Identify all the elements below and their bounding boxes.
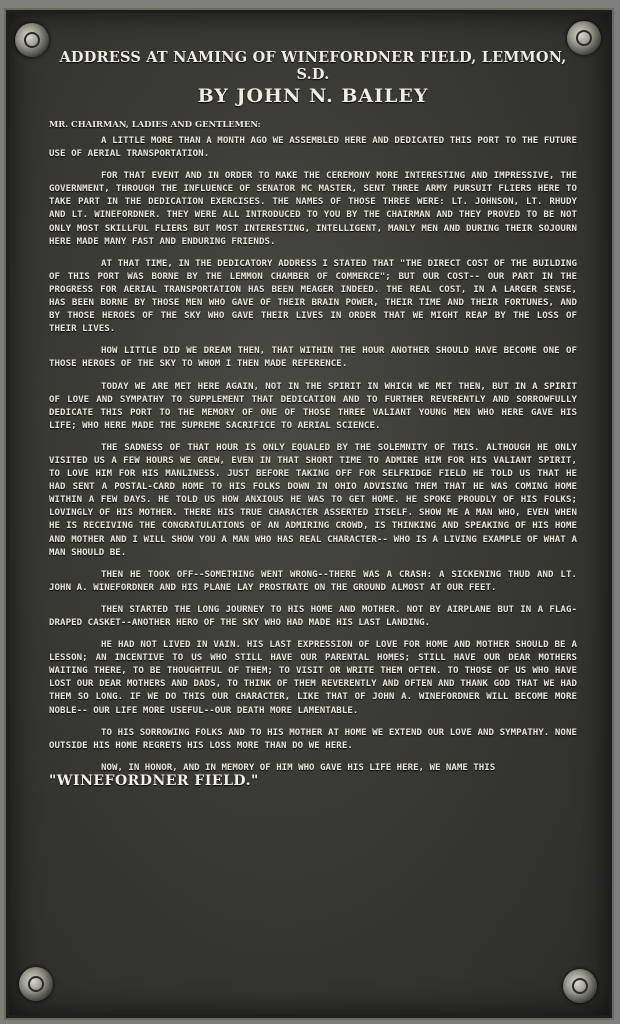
closing-paragraph [49,762,577,790]
screw-bottom-left [19,967,53,1001]
plaque-title: ADDRESS AT NAMING OF WINEFORDNER FIELD, LEMMON, S.D. [59,49,567,83]
paragraph-3: AT THAT TIME, IN THE DEDICATORY ADDRESS I STATED THAT "THE DIRECT COST OF THE BUILDING OF THIS PORT WAS BORNE BY THE LEMMON CHAMBER OF COMMERCE"; BUT OUR COST-- OUR PART IN THE PROGRESS FOR AERIAL TRANSPORTATION HAS BEEN MEAGER INDEED. THE REAL COST, IN A LARGER SENSE, HAS BEEN BORNE BY THOSE MEN WHO GAVE OF THEIR BRAIN POWER, THEIR TIME AND THEIR FORTUNES, AND BY THOSE HEROES OF THE SKY WHO GAVE THEIR LIVES IN ORDER THAT WE MIGHT REAP BY THE LOSS OF THEIR LIVES. [49,258,577,335]
paragraph-4: HOW LITTLE DID WE DREAM THEN, THAT WITHIN THE HOUR ANOTHER SHOULD HAVE BECOME ONE OF THOSE HEROES OF THE SKY TO WHOM I THEN MADE REFERENCE. [49,346,577,370]
paragraph-7: THEN HE TOOK OFF--SOMETHING WENT WRONG--THERE WAS A CRASH: A SICKENING THUD AND LT. JOHN A. WINEFORDNER AND HIS PLANE LAY PROSTRATE ON THE GROUND ALMOST AT OUR FEET. [49,569,577,593]
plaque-author: BY JOHN N. BAILEY [197,85,429,107]
screw-top-left [15,23,49,57]
paragraph-8: THEN STARTED THE LONG JOURNEY TO HIS HOME AND MOTHER. NOT BY AIRPLANE BUT IN A FLAG-DRAPED CASKET--ANOTHER HERO OF THE SKY WHO HAD MADE HIS LAST LANDING. [49,604,577,628]
paragraph-9: HE HAD NOT LIVED IN VAIN. HIS LAST EXPRESSION OF LOVE FOR HOME AND MOTHER SHOULD BE A LESSON; AN INCENTIVE TO US WHO STILL HAVE OUR PARENTAL HOMES; STILL HAVE OUR DEAR MOTHERS WAITING THERE, TO BE THOUGHTFUL OF THEM; TO VISIT OR WRITE THEM OFTEN. TO THOSE OF US WHO HAVE LOST OUR DEAR MOTHERS AND DADS, TO THINK OF THEM REVERENTLY AND OFTEN AND THANK GOD THAT WE HAD THEM SO LONG. IF WE DO THIS OUR CHARACTER, LIKE THAT OF JOHN A. WINEFORDNER WILL BECOME MORE NOBLE-- OUR LIFE MORE USEFUL--OUR DEATH MORE LAMENTABLE. [49,640,577,716]
field-name: "WINEFORDNER FIELD." [49,772,259,789]
screw-bottom-right [563,969,597,1003]
bronze-plaque [6,10,612,1018]
plaque-text [49,49,577,790]
paragraph-6: THE SADNESS OF THAT HOUR IS ONLY EQUALED BY THE SOLEMNITY OF THIS. ALTHOUGH HE ONLY VISITED US A FEW HOURS WE GREW, EVEN IN THAT SHORT TIME TO ADMIRE HIM FOR HIS VALIANT SPIRIT, TO LOVE HIM FOR HIS MANLINESS. JUST BEFORE TAKING OFF FOR SELFRIDGE FIELD HE TOLD US THAT HE HAD SENT A POSTAL-CARD HOME TO HIS FOLKS DOWN IN OHIO ADVISING THEM THAT HE WAS COMING HOME WITHIN A FEW DAYS. HE TOLD US HOW ANXIOUS HE WAS TO GET HOME. HE SPOKE PROUDLY OF HIS FOLKS; LOVINGLY OF HIS MOTHER. THERE HIS TRUE CHARACTER ASSERTED ITSELF. SHOW ME A MAN WHO, EVEN WHEN HE IS RECEIVING THE CONGRATULATIONS OF AN ADMIRING CROWD, IS THINKING AND SPEAKING OF HIS HOME AND MOTHER AND I WILL SHOW YOU A MAN WHO HAS REAL CHARACTER-- WHO IS A LIVING EXAMPLE OF WHAT A MAN SHOULD BE. [49,442,577,558]
paragraph-10: TO HIS SORROWING FOLKS AND TO HIS MOTHER AT HOME WE EXTEND OUR LOVE AND SYMPATHY. NONE OUTSIDE HIS HOME REGRETS HIS LOSS MORE THAN DO WE HERE. [49,727,577,751]
closing-text: NOW, IN HONOR, AND IN MEMORY OF HIM WHO GAVE HIS LIFE HERE, WE NAME THIS [101,762,496,773]
paragraph-1: A LITTLE MORE THAN A MONTH AGO WE ASSEMBLED HERE AND DEDICATED THIS PORT TO THE FUTURE USE OF AERIAL TRANSPORTATION. [49,136,577,160]
paragraph-2: FOR THAT EVENT AND IN ORDER TO MAKE THE CEREMONY MORE INTERESTING AND IMPRESSIVE, THE GOVERNMENT, THROUGH THE INFLUENCE OF SENATOR MC MASTER, SENT THREE ARMY PURSUIT FLIERS HERE TO TAKE PART IN THE DEDICATION EXERCISES. THE NAMES OF THOSE THREE WERE: LT. JOHNSON, LT. RHUDY AND LT. WINEFORDNER. THEY WERE ALL INTRODUCED TO YOU BY THE CHAIRMAN AND THEY PROVED TO BE NOT ONLY MOST SKILLFUL FLIERS BUT MOST INTERESTING, INTELLIGENT, MANLY MEN AND DURING THEIR SOJOURN HERE MADE MANY FAST AND ENDURING FRIENDS. [49,171,577,247]
salutation: MR. CHAIRMAN, LADIES AND GENTLEMEN: [49,119,261,129]
paragraph-5: TODAY WE ARE MET HERE AGAIN, NOT IN THE SPIRIT IN WHICH WE MET THEN, BUT IN A SPIRIT OF LOVE AND SYMPATHY TO SUPPLEMENT THAT DEDICATION AND TO FURTHER REVERENTLY AND SORROWFULLY DEDICATE THIS PORT TO THE MEMORY OF ONE OF THOSE THREE VALIANT YOUNG MEN WHO HERE GAVE HIS LIFE; WHO HERE MADE THE SUPREME SACRIFICE TO AERIAL SCIENCE. [49,381,577,431]
